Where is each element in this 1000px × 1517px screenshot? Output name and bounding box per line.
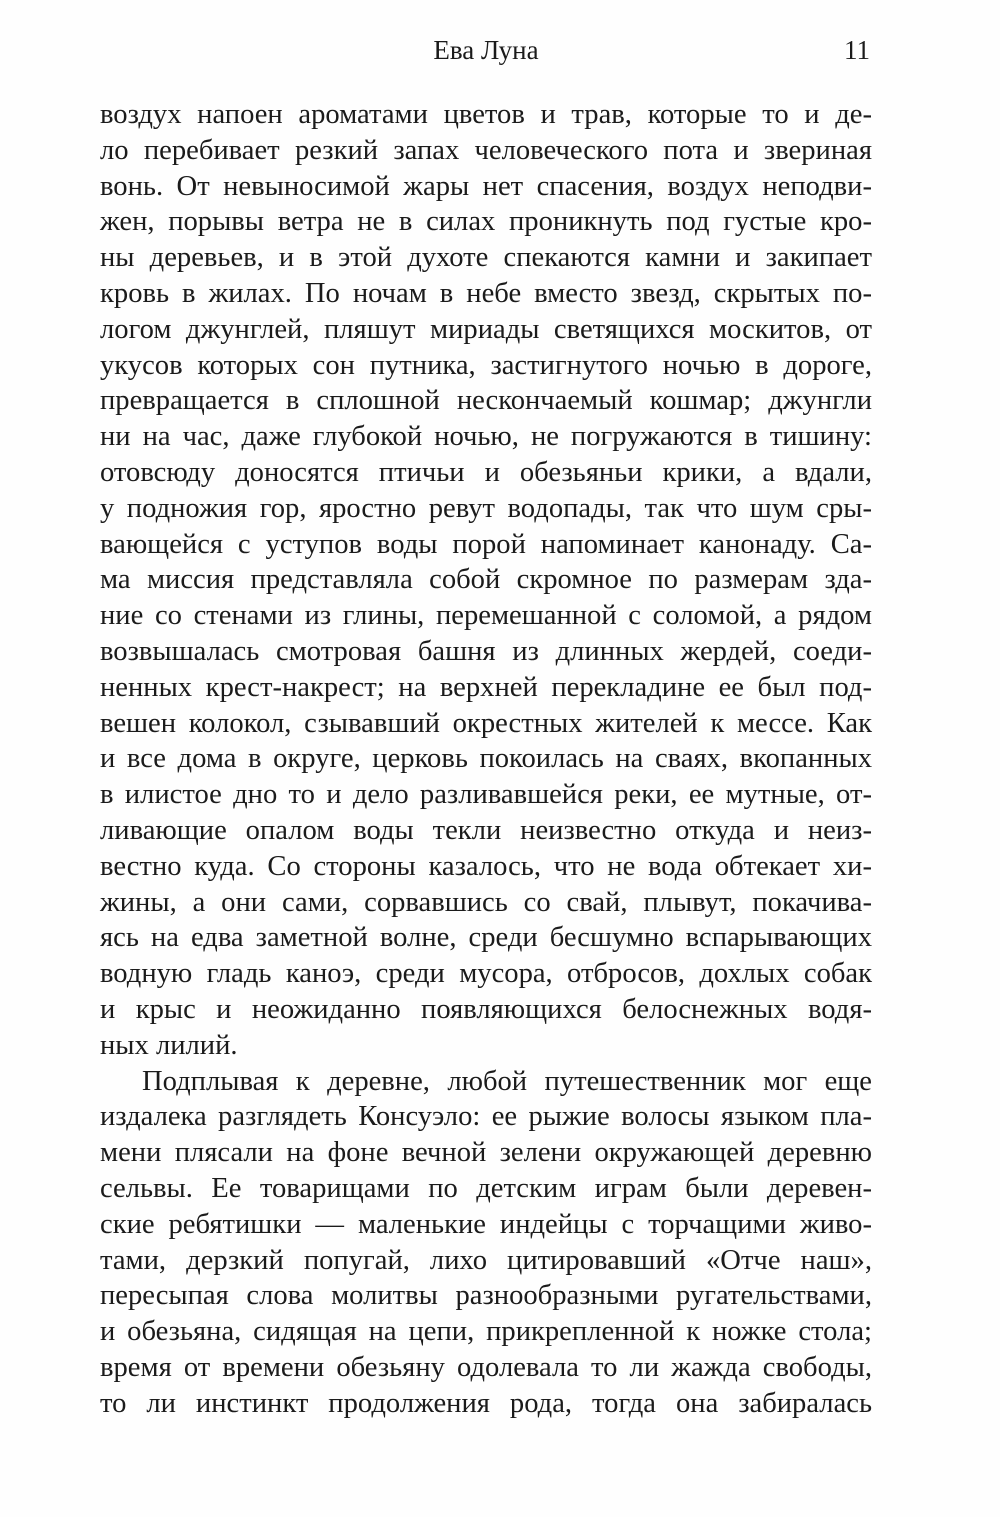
text-line: мени плясали на фоне вечной зелени окружающей деревню <box>100 1137 872 1169</box>
text-line: ма миссия представляла собой скромное по размерам зда- <box>100 564 872 596</box>
text-line: у подножия гор, яростно ревут водопады, так что шум сры- <box>100 492 872 524</box>
text-line: ские ребятишки — маленькие индейцы с торчащими живо- <box>100 1208 872 1240</box>
text-line: ни на час, даже глубокой ночью, не погружаются в тишину: <box>100 421 872 453</box>
text-line: время от времени обезьяну одолевала то ли жажда свободы, <box>100 1351 872 1383</box>
text-line: в илистое дно то и дело разливавшейся реки, ее мутные, от- <box>100 779 872 811</box>
body-text <box>100 97 872 1421</box>
text-line: то ли инстинкт продолжения рода, тогда она забиралась <box>100 1387 872 1419</box>
text-line: ны деревьев, и в этой духоте спекаются камни и закипает <box>100 242 872 274</box>
text-line: жен, порывы ветра не в силах проникнуть под густые кро- <box>100 206 872 238</box>
text-line: вестно куда. Со стороны казалось, что не вода обтекает хи- <box>100 850 872 882</box>
text-line: жины, а они сами, сорвавшись со свай, плывут, покачива- <box>100 886 872 918</box>
text-line: и крыс и неожиданно появляющихся белоснежных водя- <box>100 993 872 1025</box>
text-line: ясь на едва заметной волне, среди бесшумно вспарывающих <box>100 922 872 954</box>
text-line: ных лилий. <box>100 1029 238 1061</box>
page-number: 11 <box>844 35 870 65</box>
text-line: и все дома в округе, церковь покоилась на сваях, вкопанных <box>100 743 872 775</box>
text-line: воздух напоен ароматами цветов и трав, которые то и де- <box>100 99 872 130</box>
text-line: пересыпая слова молитвы разнообразными ругательствами, <box>100 1280 872 1312</box>
text-line: отовсюду доносятся птичьи и обезьяньи крики, а вдали, <box>100 456 872 488</box>
text-line: ливающие опалом воды текли неизвестно откуда и неиз- <box>100 814 872 846</box>
text-line: сельвы. Ее товарищами по детским играм были деревен- <box>100 1172 872 1204</box>
text-line: и обезьяна, сидящая на цепи, прикрепленной к ножке стола; <box>100 1316 872 1348</box>
text-line: издалека разглядеть Консуэло: ее рыжие волосы языком пла- <box>100 1101 872 1133</box>
text-line: превращается в сплошной нескончаемый кошмар; джунгли <box>100 385 872 417</box>
text-line: ло перебивает резкий запах человеческого пота и звериная <box>100 134 872 166</box>
text-line: вающейся с уступов воды порой напоминает канонаду. Са- <box>100 528 872 560</box>
text-line: возвышалась смотровая башня из длинных жердей, соеди- <box>100 635 872 667</box>
text-line: ние со стенами из глины, перемешанной с соломой, а рядом <box>100 600 872 632</box>
text-line: вешен колокол, сзывавший окрестных жителей к мессе. Как <box>100 707 872 739</box>
text-line: Подплывая к деревне, любой путешественник мог еще <box>142 1065 872 1097</box>
text-line: логом джунглей, пляшут мириады светящихся москитов, от <box>100 313 872 345</box>
text-line: вонь. От невыносимой жары нет спасения, воздух неподви- <box>100 170 872 202</box>
text-line: ненных крест-накрест; на верхней перекладине ее был под- <box>100 671 872 703</box>
running-head <box>100 30 872 70</box>
text-line: тами, дерзкий попугай, лихо цитировавший «Отче наш», <box>100 1244 872 1276</box>
text-line: водную гладь каноэ, среди мусора, отбросов, дохлых собак <box>100 958 872 990</box>
text-line: кровь в жилах. По ночам в небе вместо звезд, скрытых по- <box>100 277 872 309</box>
running-title: Ева Луна <box>433 35 539 65</box>
text-line: укусов которых сон путника, застигнутого ночью в дороге, <box>100 349 872 381</box>
